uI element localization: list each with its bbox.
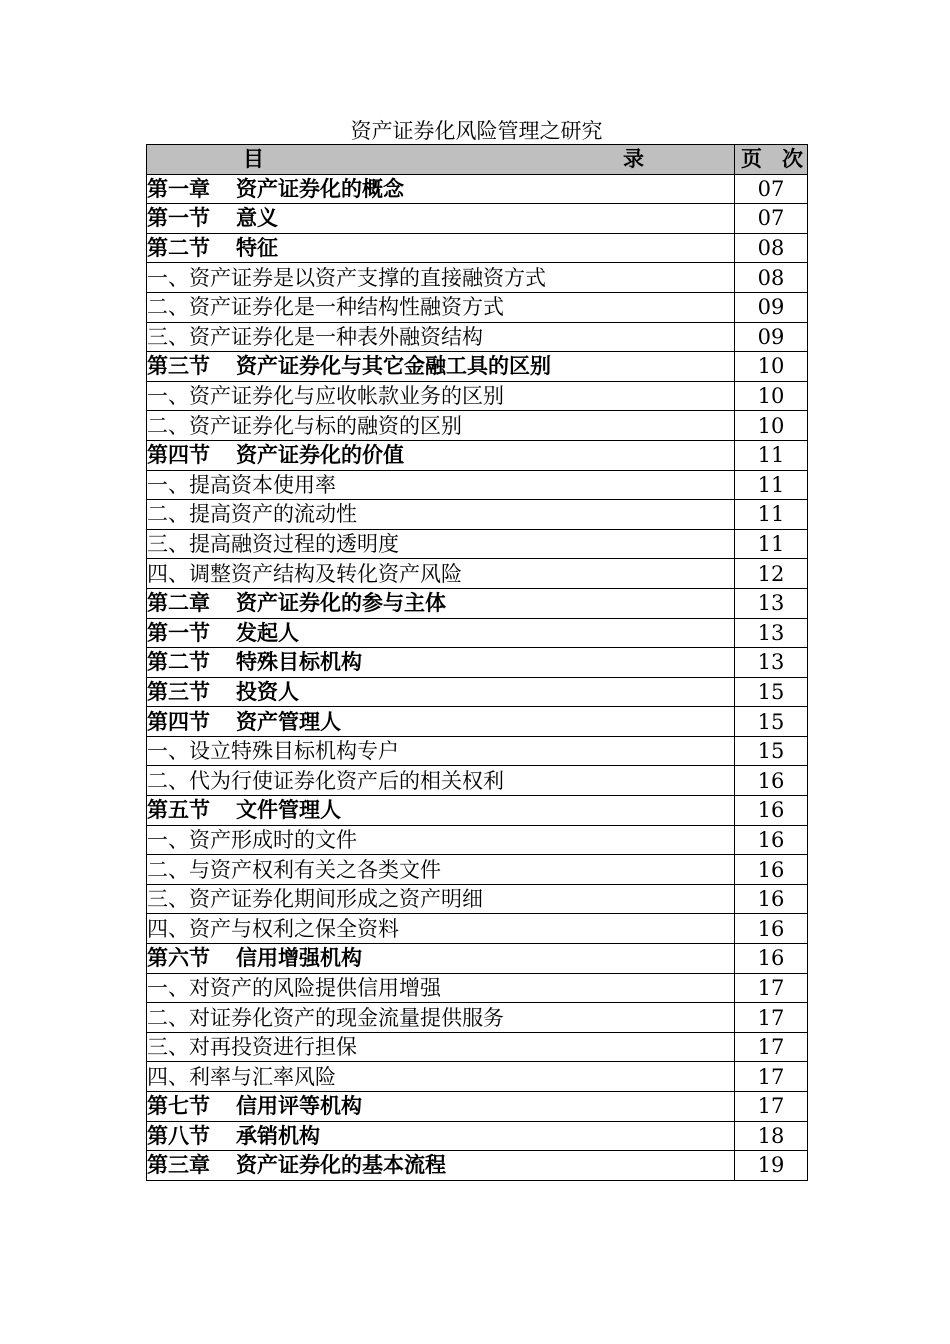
toc-row (147, 1092, 808, 1122)
toc-entry-text: 意义 (236, 206, 278, 231)
toc-entry-title (147, 292, 735, 322)
toc-entry-page: 11 (735, 470, 808, 500)
toc-entry-prefix: 第四节 (147, 443, 210, 468)
toc-entry-prefix: 第五节 (147, 798, 210, 823)
toc-entry-text: 资产证券化的价值 (236, 443, 404, 468)
toc-row (147, 1003, 808, 1033)
toc-entry-title (147, 174, 735, 204)
toc-row (147, 1062, 808, 1092)
toc-entry-prefix: 第七节 (147, 1094, 210, 1119)
toc-entry-text: 一、资产证券化与应收帐款业务的区别 (147, 384, 504, 409)
toc-entry-page: 15 (735, 677, 808, 707)
toc-entry-title (147, 263, 735, 293)
toc-row (147, 440, 808, 470)
document-title: 资产证券化风险管理之研究 (350, 119, 603, 143)
toc-entry-prefix: 第二节 (147, 236, 210, 261)
toc-entry-text: 二、资产证券化与标的融资的区别 (147, 413, 462, 438)
toc-entry-page: 08 (735, 263, 808, 293)
toc-entry-title (147, 352, 735, 382)
toc-body (147, 174, 808, 1180)
toc-entry-text: 四、调整资产结构及转化资产风险 (147, 561, 462, 586)
toc-entry-text: 投资人 (236, 679, 299, 704)
toc-row (147, 588, 808, 618)
toc-entry-title (147, 1092, 735, 1122)
toc-entry-text: 二、提高资产的流动性 (147, 502, 357, 527)
toc-entry-page: 17 (735, 1003, 808, 1033)
toc-entry-page: 19 (735, 1151, 808, 1181)
toc-entry-page: 18 (735, 1121, 808, 1151)
toc-row (147, 618, 808, 648)
toc-entry-text: 二、资产证券化是一种结构性融资方式 (147, 295, 504, 320)
toc-entry-page: 16 (735, 855, 808, 885)
toc-entry-page: 17 (735, 973, 808, 1003)
toc-entry-title (147, 322, 735, 352)
toc-entry-text: 信用增强机构 (236, 946, 362, 971)
toc-entry-page: 07 (735, 174, 808, 204)
toc-entry-prefix: 第一节 (147, 620, 210, 645)
toc-row (147, 411, 808, 441)
toc-entry-prefix: 第四节 (147, 709, 210, 734)
toc-entry-page: 16 (735, 884, 808, 914)
toc-entry-page: 17 (735, 1092, 808, 1122)
toc-row (147, 381, 808, 411)
toc-row (147, 204, 808, 234)
toc-entry-page: 17 (735, 1062, 808, 1092)
toc-entry-page: 10 (735, 381, 808, 411)
toc-entry-page: 10 (735, 352, 808, 382)
toc-row (147, 944, 808, 974)
toc-entry-title (147, 1151, 735, 1181)
toc-row (147, 352, 808, 382)
toc-row (147, 263, 808, 293)
toc-entry-page: 08 (735, 233, 808, 263)
toc-entry-text: 二、与资产权利有关之各类文件 (147, 857, 441, 882)
header-char-ci: 次 (782, 146, 803, 172)
toc-entry-title (147, 204, 735, 234)
toc-entry-title (147, 411, 735, 441)
header-char-ye: 页 (741, 146, 762, 172)
toc-entry-text: 特殊目标机构 (236, 650, 362, 675)
toc-entry-prefix: 第八节 (147, 1123, 210, 1148)
toc-header-page (735, 145, 808, 175)
toc-entry-page: 13 (735, 648, 808, 678)
toc-entry-text: 资产证券化的概念 (236, 176, 404, 201)
toc-entry-text: 资产管理人 (236, 709, 341, 734)
toc-row (147, 529, 808, 559)
toc-entry-prefix: 第二章 (147, 591, 210, 616)
toc-row (147, 1032, 808, 1062)
toc-entry-text: 一、资产证券是以资产支撑的直接融资方式 (147, 265, 546, 290)
toc-entry-title (147, 736, 735, 766)
toc-entry-title (147, 588, 735, 618)
toc-row (147, 470, 808, 500)
toc-entry-prefix: 第一节 (147, 206, 210, 231)
toc-entry-page: 12 (735, 559, 808, 589)
toc-entry-text: 特征 (236, 236, 278, 261)
toc-row (147, 855, 808, 885)
toc-entry-title (147, 884, 735, 914)
toc-entry-text: 资产证券化与其它金融工具的区别 (236, 354, 551, 379)
toc-entry-title (147, 500, 735, 530)
toc-entry-text: 一、提高资本使用率 (147, 472, 336, 497)
toc-entry-page: 16 (735, 766, 808, 796)
toc-entry-text: 一、资产形成时的文件 (147, 827, 357, 852)
toc-entry-page: 10 (735, 411, 808, 441)
toc-row (147, 884, 808, 914)
toc-entry-title (147, 825, 735, 855)
toc-entry-text: 承销机构 (236, 1123, 320, 1148)
header-char-mu: 目 (243, 146, 264, 172)
toc-entry-title (147, 855, 735, 885)
toc-entry-text: 三、资产证券化期间形成之资产明细 (147, 887, 483, 912)
toc-entry-page: 11 (735, 500, 808, 530)
toc-entry-prefix: 第二节 (147, 650, 210, 675)
toc-row (147, 825, 808, 855)
toc-row (147, 707, 808, 737)
toc-entry-title (147, 559, 735, 589)
toc-entry-text: 三、提高融资过程的透明度 (147, 532, 399, 557)
toc-entry-page: 13 (735, 588, 808, 618)
toc-row (147, 766, 808, 796)
toc-entry-title (147, 1032, 735, 1062)
toc-entry-page: 16 (735, 914, 808, 944)
toc-entry-text: 信用评等机构 (236, 1094, 362, 1119)
toc-entry-prefix: 第三节 (147, 354, 210, 379)
toc-entry-text: 三、资产证券化是一种表外融资结构 (147, 324, 483, 349)
toc-entry-text: 文件管理人 (236, 798, 341, 823)
toc-entry-page: 16 (735, 825, 808, 855)
toc-row (147, 1151, 808, 1181)
toc-entry-page: 16 (735, 796, 808, 826)
toc-row (147, 973, 808, 1003)
toc-entry-page: 11 (735, 529, 808, 559)
toc-entry-prefix: 第一章 (147, 176, 210, 201)
toc-header-row (147, 145, 808, 175)
toc-entry-title (147, 944, 735, 974)
toc-row (147, 500, 808, 530)
toc-header-title (147, 145, 735, 175)
toc-row (147, 559, 808, 589)
toc-entry-prefix: 第三章 (147, 1153, 210, 1178)
toc-entry-title (147, 914, 735, 944)
toc-entry-page: 11 (735, 440, 808, 470)
toc-entry-page: 13 (735, 618, 808, 648)
toc-entry-title (147, 470, 735, 500)
toc-entry-text: 二、代为行使证券化资产后的相关权利 (147, 768, 504, 793)
toc-entry-title (147, 766, 735, 796)
toc-row (147, 322, 808, 352)
header-char-lu: 录 (623, 146, 644, 172)
toc-entry-title (147, 618, 735, 648)
toc-row (147, 914, 808, 944)
toc-row (147, 1121, 808, 1151)
toc-entry-text: 四、资产与权利之保全资料 (147, 916, 399, 941)
toc-entry-text: 二、对证券化资产的现金流量提供服务 (147, 1005, 504, 1030)
toc-entry-title (147, 381, 735, 411)
toc-entry-title (147, 796, 735, 826)
toc-entry-title (147, 233, 735, 263)
toc-row (147, 648, 808, 678)
toc-entry-text: 四、利率与汇率风险 (147, 1064, 336, 1089)
toc-row (147, 174, 808, 204)
toc-entry-text: 发起人 (236, 620, 299, 645)
toc-row (147, 796, 808, 826)
toc-entry-prefix: 第六节 (147, 946, 210, 971)
toc-entry-title (147, 529, 735, 559)
toc-entry-text: 一、设立特殊目标机构专户 (147, 739, 399, 764)
toc-entry-text: 资产证券化的参与主体 (236, 591, 446, 616)
toc-entry-title (147, 1003, 735, 1033)
toc-entry-title (147, 973, 735, 1003)
toc-entry-title (147, 440, 735, 470)
toc-entry-page: 09 (735, 292, 808, 322)
toc-entry-page: 15 (735, 736, 808, 766)
toc-entry-title (147, 707, 735, 737)
toc-row (147, 292, 808, 322)
table-of-contents (146, 144, 808, 1181)
toc-row (147, 736, 808, 766)
toc-entry-text: 三、对再投资进行担保 (147, 1035, 357, 1060)
toc-row (147, 233, 808, 263)
toc-entry-page: 17 (735, 1032, 808, 1062)
toc-row (147, 677, 808, 707)
toc-entry-text: 资产证券化的基本流程 (236, 1153, 446, 1178)
toc-entry-page: 15 (735, 707, 808, 737)
toc-entry-page: 07 (735, 204, 808, 234)
toc-entry-prefix: 第三节 (147, 679, 210, 704)
toc-entry-page: 16 (735, 944, 808, 974)
toc-entry-page: 09 (735, 322, 808, 352)
toc-entry-text: 一、对资产的风险提供信用增强 (147, 975, 441, 1000)
toc-entry-title (147, 648, 735, 678)
toc-entry-title (147, 1121, 735, 1151)
toc-entry-title (147, 1062, 735, 1092)
toc-entry-title (147, 677, 735, 707)
